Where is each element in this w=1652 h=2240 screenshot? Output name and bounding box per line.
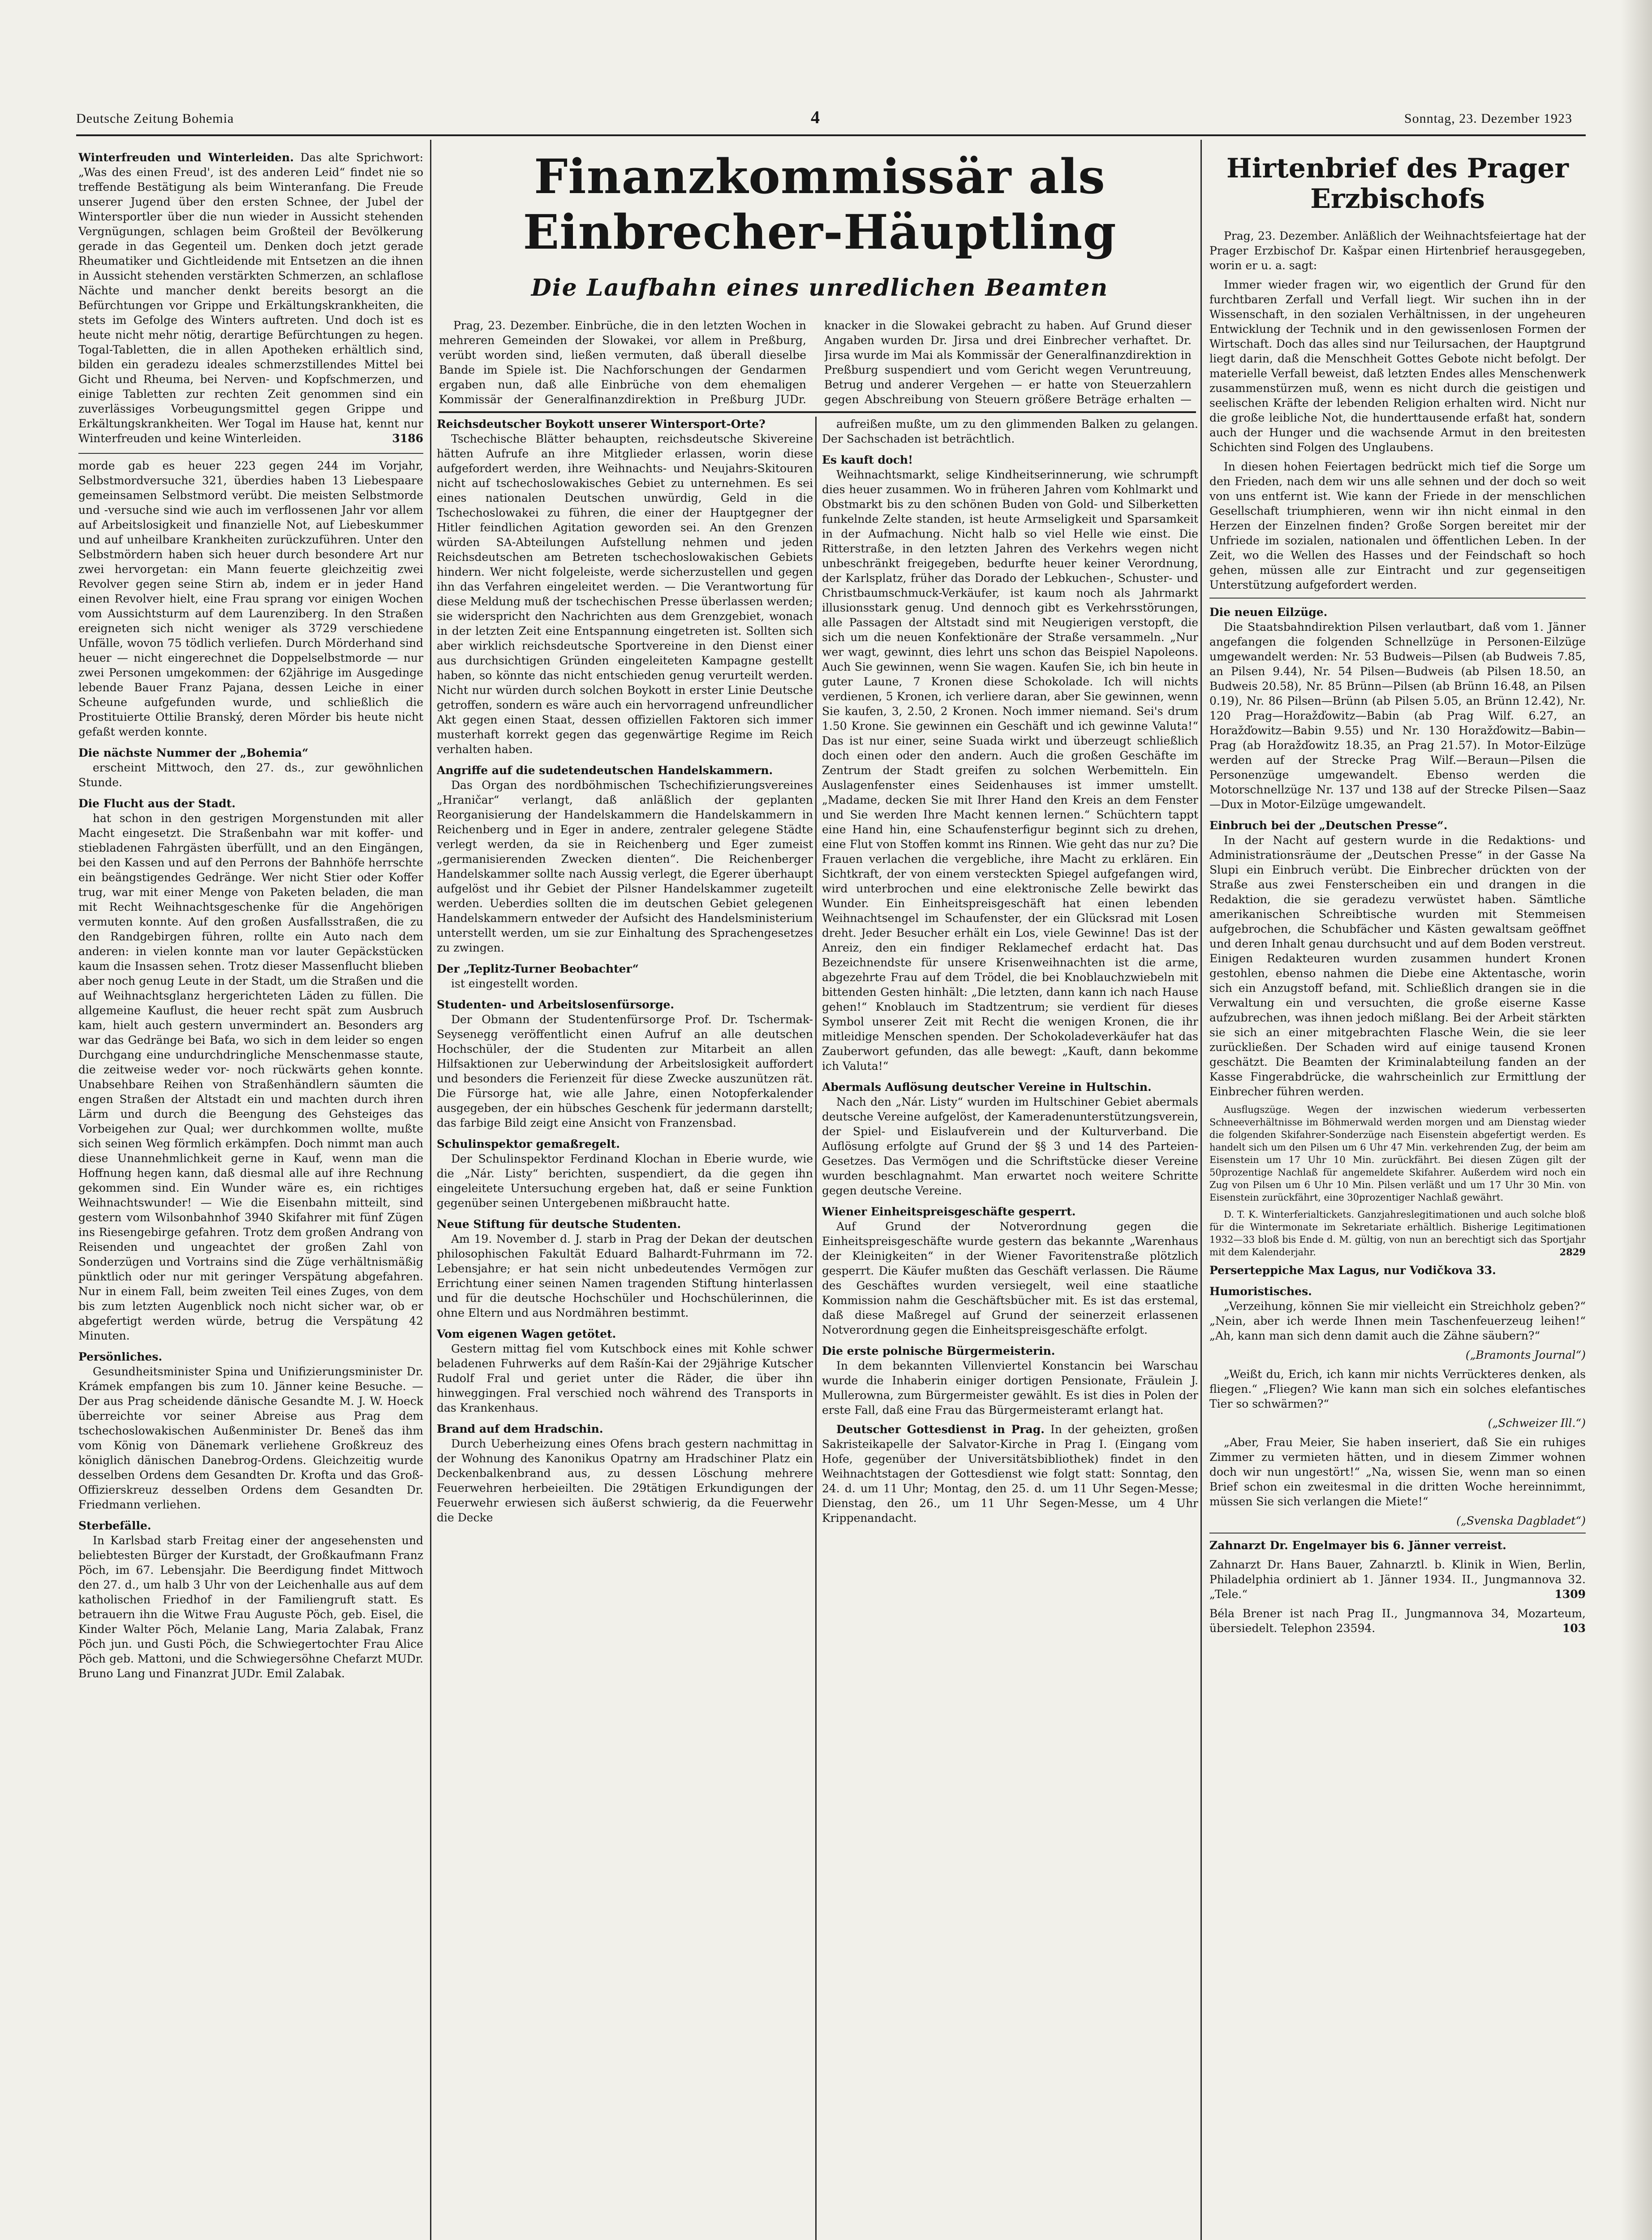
- article-body: Weihnachtsmarkt, selige Kindheitserinnerung, wie schrumpft dies heuer zusammen. Wo in früheren Jahren vom Kohlmarkt und Obstmarkt bis zu den schönen Buden von Gold- und Silberketten funkelnde Zelte standen, ist heute Armseligkeit und Sparsamkeit in der Aufmachung. Nicht halb so viel Helle wie einst. Die Ritterstraße, in den letzten Jahren des Verkehrs wegen nicht unbeschränkt freigegeben, bedurfte heuer keiner Verordnung, der Karlsplatz, früher das Dorado der Lebkuchen-, Schuster- und Christbaumschmuck-Verkäufer, ist kaum noch als Jahrmarkt illusionsstark genug. Und dennoch gibt es Verkehrsstörungen, alle Passagen der Altstadt sind mit Neugierigen verstopft, die sich um die neuen Konfektionäre der Straße versammeln. „Nur wer wagt, gewinnt, dies lehrt uns schon das Beispiel Napoleons. Auch Sie gewinnen, wenn Sie wagen. Kaufen Sie, ich bin heute in guter Laune, 7 Kronen diese Schokolade. Ich will nichts verdienen, 5 Kronen, ich verliere daran, aber Sie gewinnen, wenn Sie kaufen, 3, 2.50, 2 Kronen. Noch immer niemand. Sei's drum 1.50 Krone. Sie gewinnen ein Geschäft und ich gewinne Valuta!“ Das ist nur einer, seine Suada wirkt und überzeugt schließlich doch einen oder den andern. Auch die großen Geschäfte im Zentrum der Stadt greifen zu solchen Werbemitteln. Ein Auslagenfenster eines Seidenhauses ist immer umstellt. „Madame, decken Sie mit Ihrer Hand den Kreis an dem Fenster und Sie werden Ihre Macht kennen lernen.“ Schüchtern tappt eine Hand hin, eine Schaufensterfigur beginnt sich zu drehen, eine Flut von Stoffen kommt ins Rinnen. Wie geht das nur zu? Die Frauen verlachen die vergebliche, ihre Macht zu erklären. Ein Sichtkraft, der von einem versteckten Spiegel aufgefangen wird, wird unterbrochen und eine elektronische Zelle bewirkt das Wunder. Ein Einheitspreisgeschäft hat einen lebenden Weihnachtsengel im Schaufenster, der ein Glücksrad mit Losen dreht. Jeder Besucher erhält ein Los, viele Gewinne! Das ist der Anreiz, den ein findiger Reklamechef erdacht hat. Das Bezeichnendste für unsere Krisenweihnachten ist die arme, abgezehrte Frau auf dem Trödel, die bei Knoblauchzwiebeln mit bittenden Gesten hinhält: „Die letzten, dann kann ich nach Hause gehen!“ Knoblauch im Stadtzentrum; sie verdient für dieses Symbol unserer Zeit mit Recht die wenigen Kronen, die ihr mitleidige Menschen spenden. Der Schokoladeverkäufer hat das Zauberwort gefunden, das alle bewegt: „Kauft, dann bekomme ich Valuta!“: [822, 468, 1198, 1073]
- advertisement: Zahnarzt Dr. Hans Bauer, Zahnarztl. b. Klinik in Wien, Berlin, Philadelphia ordiniert ab 1. Jänner 1934. II., Jungmannova 32. „Tele.“: [1209, 1558, 1586, 1601]
- lead-column-2: [824, 318, 1192, 408]
- article-heading: Abermals Auflösung deutscher Vereine in Hultschin.: [822, 1081, 1152, 1094]
- column-divider: [430, 140, 431, 2240]
- joke: „Aber, Frau Meier, Sie haben inseriert, daß Sie ein ruhiges Zimmer zu vermieten hätten, und in diesem Zimmer wohnen doch wir nun ungestört!“ „Na, wissen Sie, wenn man so einen Brief schon ein zweitesmal in die dritten Woche hereinnimmt, müssen Sie sich verlangen die Miete!“: [1209, 1436, 1586, 1508]
- article-heading: Es kauft doch!: [822, 453, 913, 466]
- article-body: Das Organ des nordböhmischen Tschechifizierungsvereines „Hraničar“ verlangt, daß anläßlich der geplanten Reorganisierung der Handelskammern die Handelskammern in Reichenberg und in Eger in andere, zentraler gelegene Städte verlegt werden, da sie in Reichenberg und Eger zumeist „germanisierenden Zwecken dienten“. Die Reichenberger Handelskammer sollte nach Aussig verlegt, die Egerer überhaupt aufgelöst und ihr Gebiet der Pilsner Handelskammer zugeteilt werden. Ueberdies sollten die im deutschen Gebiet gelegenen Handelskammern entweder der Aufsicht des Handelsministerium unterstellt werden, um sie zur Einhaltung des Sprachengesetzes zu zwingen.: [437, 779, 813, 954]
- article-body: In Karlsbad starb Freitag einer der angesehensten und beliebtesten Bürger der Kurstadt, der Großkaufmann Franz Pöch, im 67. Lebensjahr. Die Beerdigung findet Mittwoch den 27. d., um halb 3 Uhr von der Leichenhalle aus auf dem katholischen Friedhof in der Familiengruft statt. Es betrauern ihn die Witwe Frau Auguste Pöch, geb. Eisel, die Kinder Walter Pöch, Melanie Lang, Maria Zalabak, Franz Pöch jun. und Gusti Pöch, die Schwiegertochter Frau Alice Pöch geb. Mattoni, und die Schwiegersöhne Chefarzt MUDr. Bruno Lang und Finanzrat JUDr. Emil Zalabak.: [78, 1534, 423, 1680]
- lead-subheadline: Die Laufbahn eines unredlichen Beamten: [531, 274, 1109, 302]
- article-heading: Deutscher Gottesdienst in Prag.: [836, 1423, 1045, 1436]
- article-body: hat schon in den gestrigen Morgenstunden mit aller Macht eingesetzt. Die Straßenbahn war mit koffer- und stiebladenen Fahrgästen überfüllt, und an den Eingängen, bei den Kassen und auf den Perrons der Bahnhöfe herrschte ein beängstigendes Gedränge. Wer nicht Stier oder Koffer trug, war mit einer Menge von Paketen beladen, die man mit Recht Weihnachtsgeschenke für die Angehörigen vermuten konnte. Auf den großen Ausfallsstraßen, die zu den Randgebirgen führen, rollte ein Auto nach dem anderen: in vielen konnte man vor lauter Gepäckstücken kaum die Insassen sehen. Trotz dieser Massenflucht blieben aber noch genug Leute in der Stadt, um die Straßen und die auf Weihnachtsglanz hergerichteten Läden zu füllen. Die allgemeine Kauflust, die heuer recht spät zum Ausbruch kam, hielt auch gestern unvermindert an. Besonders arg war das Gedränge bei Baťa, wo sich in dem leider so engen Durchgang eine undurchdringliche Menschenmasse staute, die zeitweise weder vor- noch rückwärts gehen konnte. Unabsehbare Reihen von Straßenhändlern säumten die engen Straßen der Altstadt ein und machten durch ihren Lärm und durch die Beengung des Gehsteiges das Vorbeigehen zur Qual; wer durchkommen wollte, mußte sich seinen Weg förmlich erkämpfen. Doch nimmt man auch diese Unannehmlichkeit gerne in Kauf, wenn man die Hoffnung hegen kann, daß diesmal alle auf ihre Rechnung gekommen sind. Ein Wunder wäre es, ein richtiges Weihnachtswunder! — Wie die Eisenbahn mitteilt, sind gestern vom Wilsonbahnhof 3940 Skifahrer mit fünf Zügen ins Riesengebirge gefahren. Trotz dem großen Andrang von Reisenden und ungeachtet der großen Zahl von Sonderzügen und Vortrains sind die Züge verhältnismäßig pünktlich oder nur mit geringer Verspätung abgefahren. Nur in einem Fall, beim zweiten Teil eines Zuges, von dem bis zum letzten Augenblick noch nicht sicher war, ob er abgefertigt werden würde, betrug die Verspätung 42 Minuten.: [78, 812, 423, 1342]
- notice: Ausflugszüge. Wegen der inzwischen wiederum verbesserten Schneeverhältnisse im Böhmerwald werden morgen und am Dienstag wieder die folgenden Skifahrer-Sonderzüge nach Eisenstein abgefertigt werden. Es handelt sich um den Pilsen um 6 Uhr 47 Min. verkehrenden Zug, der beim am Eisenstein um 17 Uhr 10 Min. zurückfährt. Bei diesen Zügen gilt der 50prozentige Nachlaß für angemeldete Skifahrer. Außerdem wird noch ein Zug von Pilsen um 6 Uhr 10 Min. Pilsen verläßt und um 17 Uhr 30 Min. von Eisenstein zurückfährt, eine 30prozentiger Nachlaß gewährt.: [1209, 1104, 1586, 1203]
- article-body: Auf Grund der Notverordnung gegen die Einheitspreisgeschäfte wurde gestern das bekannte „Warenhaus der Kleinigkeiten“ in der Wiener Favoritenstraße plötzlich gesperrt. Die Käufer mußten das Geschäft verlassen. Die Räume des Geschäftes wurden versiegelt, weil eine staatliche Kommission nahm die Geschäftsbücher mit. Es ist das erstemal, daß diese Maßregel auf Grund der seinerzeit erlassenen Notverordnung gegen die Einheitspreisgeschäfte erfolgt.: [822, 1220, 1198, 1336]
- article-heading: Die nächste Nummer der „Bohemia“: [78, 746, 309, 759]
- joke: „Verzeihung, können Sie mir vielleicht ein Streichholz geben?“ „Nein, aber ich werde Ihnen mein Taschenfeuerzeug leihen!“ „Ah, kann man sich denn damit auch die Zähne säubern?“: [1209, 1300, 1586, 1342]
- column-divider: [1200, 140, 1202, 2240]
- joke-source: („Schweizer Ill.“): [1488, 1417, 1586, 1430]
- article-heading: Persönliches.: [78, 1350, 163, 1363]
- article-body: aufreißen mußte, um zu den glimmenden Balken zu gelangen. Der Sachschaden ist beträchtlich.: [822, 418, 1198, 445]
- lead-column-1: [439, 318, 806, 408]
- middle-right-column: [822, 417, 1198, 2240]
- page-header: [76, 107, 1572, 134]
- joke-source: („Svenska Dagbladet“): [1456, 1514, 1586, 1527]
- joke: „Weißt du, Erich, ich kann mir nichts Verrückteres denken, als fliegen.“ „Fliegen? Wie kann man sich ein solches elefantisches Tier so schwärmen?“: [1209, 1368, 1586, 1410]
- middle-left-column: [437, 417, 813, 2240]
- article-body: Prag, 23. Dezember. Einbrüche, die in den letzten Wochen in mehreren Gemeinden der Slowakei, vor allem in Preßburg, verübt worden sind, ließen vermuten, daß überall dieselbe Bande im Spiele ist. Die Nachforschungen der Gendarmen ergaben nun, daß alle Einbrüche von dem ehemaligen Kommissär der Generalfinanzdirektion in Preßburg JUDr.: [439, 319, 806, 406]
- article-heading: Die erste polnische Bürgermeisterin.: [822, 1344, 1055, 1357]
- article-heading: Der „Teplitz-Turner Beobachter“: [437, 962, 639, 975]
- article-heading: Die Flucht aus der Stadt.: [78, 797, 236, 810]
- article-heading: Reichsdeutscher Boykott unserer Wintersport-Orte?: [437, 418, 766, 431]
- right-headline: Hirtenbrief des Prager Erzbischofs: [1226, 153, 1569, 215]
- article-body: Prag, 23. Dezember. Anläßlich der Weihnachtsfeiertage hat der Prager Erzbischof Dr. Kašpar einen Hirtenbrief herausgegeben, worin er u. a. sagt:: [1209, 229, 1586, 272]
- ad-number: 2829: [1559, 1246, 1586, 1258]
- article-body: ist eingestellt worden.: [451, 977, 578, 990]
- article-body: Nach den „Nár. Listy“ wurden im Hultschiner Gebiet abermals deutsche Vereine aufgelöst, der Kameradenunterstützungsverein, der Spiel- und Eislaufverein und der Kulturverband. Die Auflösung erfolgte auf Grund der §§ 3 und 14 des Parteien-Gesetzes. Das Vermögen und die Schriftstücke dieser Vereine wurden beschlagnahmt. Man erwartet noch weitere Schritte gegen deutsche Vereine.: [822, 1095, 1198, 1197]
- article-body: knacker in die Slowakei gebracht zu haben. Auf Grund dieser Angaben wurden Dr. Jirsa und drei Einbrecher verhaftet. Dr. Jirsa wurde im Mai als Kommissär der Generalfinanzdirektion in Preßburg suspendiert und vom Gericht wegen Veruntreuung, Betrug und anderer Vergehen — er hatte von Steuerzahlern gegen Abschreibung von Steuern größere Beträge erhalten —: [824, 319, 1192, 406]
- issue-date: Sonntag, 23. Dezember 1923: [1404, 111, 1572, 126]
- article-body: Gesundheitsminister Spina und Unifizierungsminister Dr. Krámek empfangen bis zum 10. Jänner keine Besuche. — Der aus Prag scheidende dänische Gesandte M. J. W. Hoeck überreichte vor seiner Abreise aus Prag dem tschechoslowakischen Außenminister Dr. Beneš das ihm vom König von Dänemark verliehene Großkreuz des königlich dänischen Danebrog-Ordens. Gleichzeitig wurde desselben Ordens dem Gesandten Dr. Krofta und das Groß-Offizierskreuz desselben Ordens dem Gesandten Dr. Friedmann verliehen.: [78, 1365, 423, 1511]
- advertisement: Béla Brener ist nach Prag II., Jungmannova 34, Mozarteum, übersiedelt. Telephon 23594.: [1209, 1607, 1586, 1635]
- section-rule: [1209, 598, 1586, 599]
- section-rule: [78, 453, 423, 454]
- article-heading: Wiener Einheitspreisgeschäfte gesperrt.: [822, 1205, 1076, 1218]
- article-body: In diesen hohen Feiertagen bedrückt mich tief die Sorge um den Frieden, nach dem wir uns alle sehnen und der doch so weit von uns entfernt ist. Wie kann der Friede in der menschlichen Gesellschaft triumphieren, wenn wir ihn nicht einmal in den Herzen der Einzelnen finden? Große Sorgen bereitet mir der Unfriede im sozialen, nationalen und öffentlichen Leben. In der Zeit, wo die Wellen des Hasses und der Feindschaft so hoch gehen, müssen alle zur Eintracht und zur gegenseitigen Unterstützung aufgefordert werden.: [1209, 460, 1586, 591]
- ad-number: 103: [1562, 1622, 1586, 1635]
- article-heading: Winterfreuden und Winterleiden.: [78, 151, 294, 164]
- article-heading: Angriffe auf die sudetendeutschen Handelskammern.: [437, 764, 773, 777]
- article-body: Am 19. November d. J. starb in Prag der Dekan der deutschen philosophischen Fakultät Eduard Balhardt-Fuhrmann im 72. Lebensjahre; er hat sein nicht unbedeutendes Vermögen zur Errichtung einer seinen Namen tragenden Stiftung hinterlassen und für die deutsche Hochschüler und Hochschülerinnen, die ohne Eltern und aus Nordmähren bestimmt.: [437, 1232, 813, 1319]
- article-heading: Vom eigenen Wagen getötet.: [437, 1327, 616, 1340]
- article-heading: Studenten- und Arbeitslosenfürsorge.: [437, 998, 675, 1011]
- lead-headline: Finanzkommissär als Einbrecher-Häuptling: [523, 148, 1117, 260]
- article-body: Tschechische Blätter behaupten, reichsdeutsche Skivereine hätten Aufrufe an ihre Mitglieder erlassen, worin diese aufgefordert werden, ihre Weihnachts- und Neujahrs-Skitouren nicht auf tschechoslowakisches Gebiet zu unternehmen. Es sei eines nationalen Deutschen unwürdig, Geld in die Tschechoslowakei zu führen, die einer der Hauptgegner der Hitler feindlichen Agitation geworden sei. An den Grenzen würden SA-Abteilungen Aufstellung nehmen und jeden Reichsdeutschen am Betreten tschechoslowakischen Gebiets hindern. Wer nicht folgeleiste, werde sicherzustellen und gegen ihn das Verfahren eingeleitet werden. — Die Verantwortung für diese Meldung muß der tschechischen Presse überlassen werden; sie widerspricht den Nachrichten aus dem Grenzgebiet, wonach in der letzten Zeit eine Entspannung eingetreten ist. Sollten sich aber wirklich reichsdeutsche Sportvereine in den Dienst einer aus durchsichtigen Gründen eingeleiteten Kampagne gestellt haben, so könnte das nicht entschieden genug verurteilt werden. Nicht nur würden durch solchen Boykott in erster Linie Deutsche getroffen, sondern es wäre auch ein hervorragend unfreundlicher Akt gegen einen Staat, dessen offiziellen Faktoren sich immer musterhaft korrekt gegen das gegenwärtige Regime im Reich verhalten haben.: [437, 432, 813, 756]
- article-heading: Sterbefälle.: [78, 1519, 151, 1532]
- article-heading: Brand auf dem Hradschin.: [437, 1422, 603, 1435]
- article-body: In dem bekannten Villenviertel Konstancin bei Warschau wurde die Inhaberin einiger dortigen Pensionate, Fräulein J. Mullerowna, zum Bürgermeister gewählt. Es ist dies in Polen der erste Fall, daß eine Frau das Bürgermeisteramt erlangt hat.: [822, 1359, 1198, 1417]
- article-body: Durch Ueberheizung eines Ofens brach gestern nachmittag in der Wohnung des Kanonikus Opatrny am Hradschiner Platz ein Deckenbalkenbrand aus, zu dessen Löschung mehrere Feuerwehren herbeieilten. Die 29tätigen Erkundigungen der Feuerwehr erwiesen sich äußerst schwierig, da die Feuerwehr die Decke: [437, 1437, 813, 1524]
- right-column: [1209, 228, 1586, 2240]
- advertisement: Perserteppiche Max Lagus, nur Vodičkova 33.: [1209, 1264, 1496, 1277]
- notice: D. T. K. Winterferialtickets. Ganzjahreslegitimationen und auch solche bloß für die Wintermonate im Sekretariate erhältlich. Bisherige Legitimationen 1932—33 bloß bis Ende d. M. gültig, von nun an berechtigt sich das Sportjahr mit dem Kalenderjahr.: [1209, 1209, 1586, 1258]
- lead-rule: [439, 411, 1196, 413]
- article-body: Das alte Sprichwort: „Was des einen Freud', ist des anderen Leid“ findet nie so treffende Bestätigung als beim Winteranfang. Die Freude unserer Jugend über den ersten Schnee, der Jubel der Wintersportler über die nun wieder in Aussicht stehenden Vergnügungen, schlagen beim Großteil der Bevölkerung gerade in das Gegenteil um. Denken doch jetzt gerade Rheumatiker und Gichtleidende mit Entsetzen an die ihnen in Aussicht stehenden verstärkten Schmerzen, an schlaflose Nächte und mancher denkt bereits besorgt an die Befürchtungen vor Grippe und Erkältungskrankheiten, die stets im Gefolge des Winters auftreten. Und doch ist es heute nicht mehr nötig, derartige Befürchtungen zu hegen. Togal-Tabletten, die in allen Apotheken erhältlich sind, bilden ein geradezu ideales schmerzstillendes Mittel bei Gicht und Rheuma, bei Nerven- und Kopfschmerzen, und einige Tabletten zur rechten Zeit genommen sind ein zuverlässiges Vorbeugungsmittel gegen Grippe und Erkältungskrankheiten. Wer Togal im Hause hat, kennt nur Winterfreuden und keine Winterleiden.: [78, 151, 423, 445]
- article-heading: Neue Stiftung für deutsche Studenten.: [437, 1218, 681, 1231]
- section-rule: [1209, 1533, 1586, 1534]
- scan-edge-shadow: [1621, 0, 1652, 2240]
- masthead-title: Deutsche Zeitung Bohemia: [76, 111, 234, 126]
- header-rule: [76, 134, 1586, 136]
- article-body: Der Obmann der Studentenfürsorge Prof. Dr. Tschermak-Seysenegg veröffentlicht einen Aufruf an alle deutschen Hochschüler, der die Studenten zur Mitarbeit an allen Hilfsaktionen zur Ueberwindung der Arbeitslosigkeit auffordert und besonders die Ferienzeit für diese Zwecke auszunützen rät. Die Fürsorge hat, wie alle Jahre, einen Notopferkalender ausgegeben, der ein hübsches Geschenk für jedermann darstellt; das farbige Bild zeigt eine Ansicht von Franzensbad.: [437, 1013, 813, 1129]
- article-heading: Die neuen Eilzüge.: [1209, 606, 1328, 619]
- article-body: In der Nacht auf gestern wurde in die Redaktions- und Administrationsräume der „Deutschen Presse“ in der Gasse Na Slupi ein Einbruch verübt. Die Einbrecher drückten von der Straße aus zwei Fensterscheiben ein und drangen in die Redaktion, die sie geradezu verwüstet haben. Sämtliche amerikanischen Schreibtische wurden mit Stemmeisen aufgebrochen, die Schubfächer und Kästen gewaltsam geöffnet und deren Inhalt genau durchsucht und auf dem Boden verstreut. Einigen Redakteuren wurden zusammen hundert Kronen gestohlen, ebenso nahmen die Diebe eine Aktentasche, worin sich ein Anzugstoff befand, mit. Schließlich drangen sie in die Verwaltung ein und versuchten, die große eiserne Kasse aufzubrechen, was ihnen jedoch mißlang. Bei der Arbeit stärkten sie sich an einer mitgebrachten Flasche Wein, die sie leer zurückließen. Der Schaden wird auf einige tausend Kronen geschätzt. Die Beamten der Kriminalabteilung fanden an der Kasse Fingerabdrücke, die wahrscheinlich zur Ermittlung der Einbrecher führen werden.: [1209, 834, 1586, 1098]
- advertisement: Zahnarzt Dr. Engelmayer bis 6. Jänner verreist.: [1209, 1539, 1506, 1552]
- article-body: Der Schulinspektor Ferdinand Klochan in Eberie wurde, wie die „Nár. Listy“ berichten, suspendiert, da die gegen ihn eingeleitete Untersuchung ergeben hat, daß er seine Funktion gegenüber seinen Untergebenen mißbraucht hatte.: [437, 1152, 813, 1210]
- article-body: Gestern mittag fiel vom Kutschbock eines mit Kohle schwer beladenen Fuhrwerks auf dem Rašín-Kai der 29jährige Kutscher Rudolf Fral und geriet unter die Räder, die über ihn hinweggingen. Fral verschied noch während des Transports in das Krankenhaus.: [437, 1342, 813, 1414]
- article-heading: Schulinspektor gemaßregelt.: [437, 1137, 620, 1150]
- joke-source: („Bramonts Journal“): [1465, 1348, 1586, 1361]
- page-number: 4: [811, 107, 820, 127]
- left-column: [78, 150, 423, 2240]
- article-body: Die Staatsbahndirektion Pilsen verlautbart, daß vom 1. Jänner angefangen die folgenden Schnellzüge in Personen-Eilzüge umgewandelt werden: Nr. 53 Budweis—Pilsen (ab Budweis 7.85, an Pilsen 9.44), Nr. 54 Pilsen—Budweis (ab Pilsen 18.50, an Budweis 20.58), Nr. 85 Brünn—Pilsen (ab Brünn 16.48, an Pilsen 0.19), Nr. 86 Pilsen—Brünn (ab Pilsen 5.05, an Brünn 12.42), Nr. 120 Prag—Horažďowitz—Babin (ab Prag Wilf. 6.27, an Horažďowitz—Babin 9.55) und Nr. 130 Horažďowitz—Babin—Prag (ab Horažďowitz 18.35, an Prag 21.57). In Motor-Eilzüge werden auf der Strecke Prag Wilf.—Beraun—Pilsen die Personenzüge umgewandelt. Ebenso werden die Motorschnellzüge Nr. 137 und 138 auf der Strecke Pilsen—Saaz—Dux in Motor-Eilzüge umgewandelt.: [1209, 620, 1586, 811]
- article-body: In der geheizten, großen Sakristeikapelle der Salvator-Kirche in Prag I. (Eingang vom Hofe, gegenüber der Universitätsbibliothek) findet in den Weihnachtstagen der Gottesdienst wie folgt statt: Sonntag, den 24. d. um 11 Uhr; Montag, den 25. d. um 11 Uhr Segen-Messe; Dienstag, den 26., um 11 Uhr Segen-Messe, um 4 Uhr Krippenandacht.: [822, 1423, 1198, 1525]
- ad-number: 1309: [1554, 1588, 1586, 1601]
- article-heading: Humoristisches.: [1209, 1285, 1312, 1298]
- article-body: erscheint Mittwoch, den 27. ds., zur gewöhnlichen Stunde.: [78, 761, 423, 789]
- ad-number: 3186: [392, 432, 423, 445]
- column-divider: [815, 417, 817, 2240]
- article-body: morde gab es heuer 223 gegen 244 im Vorjahr, Selbstmordversuche 321, überdies haben 13 Liebespaare gemeinsamen Selbstmord verübt. Die meisten Selbstmorde und -versuche sind wie auch im verflossenen Jahr vor allem auf Arbeitslosigkeit und finanzielle Not, auf Liebeskummer und auf unheilbare Krankheiten zurückzuführen. Unter den Selbstmördern haben sich heuer durch besondere Art nur zwei hervorgetan: ein Mann feuerte gleichzeitig zwei Revolver gegen seine Stirn ab, indem er in jeder Hand einen Revolver hielt, eine Frau sprang vor einigen Wochen vom Aussichtsturm auf dem Laurenziberg. In den Straßen ereigneten sich nicht weniger als 3729 verschiedene Unfälle, wovon 75 tödlich verliefen. Durch Mörderhand sind heuer — nicht eingerechnet die Doppelselbstmorde — nur zwei Personen umgekommen: der 62jährige im Ausgedinge lebende Bauer Franz Pajana, dessen Leiche in einer Scheune aufgefunden wurde, und schließlich die Prostituierte Ottilie Branský, deren Mörder bis heute nicht gefaßt werden konnte.: [78, 459, 423, 738]
- article-heading: Einbruch bei der „Deutschen Presse“.: [1209, 819, 1448, 832]
- article-body: Immer wieder fragen wir, wo eigentlich der Grund für den furchtbaren Zerfall und Verfall liegt. Wir suchen ihn in der Wissenschaft, in den sozialen Verhältnissen, in der ungeheuren Entwicklung der Technik und in den gewissenlosen Formen der Wirtschaft. Doch das alles sind nur Teilursachen, der Hauptgrund liegt darin, daß die Menschheit Gottes Gebote nicht befolgt. Der materielle Verfall beweist, daß letzten Endes alles Menschenwerk zusammenstürzen muß, wenn es nicht durch die geistigen und seelischen Kräfte der lebenden Religion erhalten wird. Nicht nur die große leibliche Not, die hunderttausende erfaßt hat, sondern auch der Hunger und die wachsende Armut in den breitesten Schichten sind Folgen des Unglaubens.: [1209, 278, 1586, 454]
